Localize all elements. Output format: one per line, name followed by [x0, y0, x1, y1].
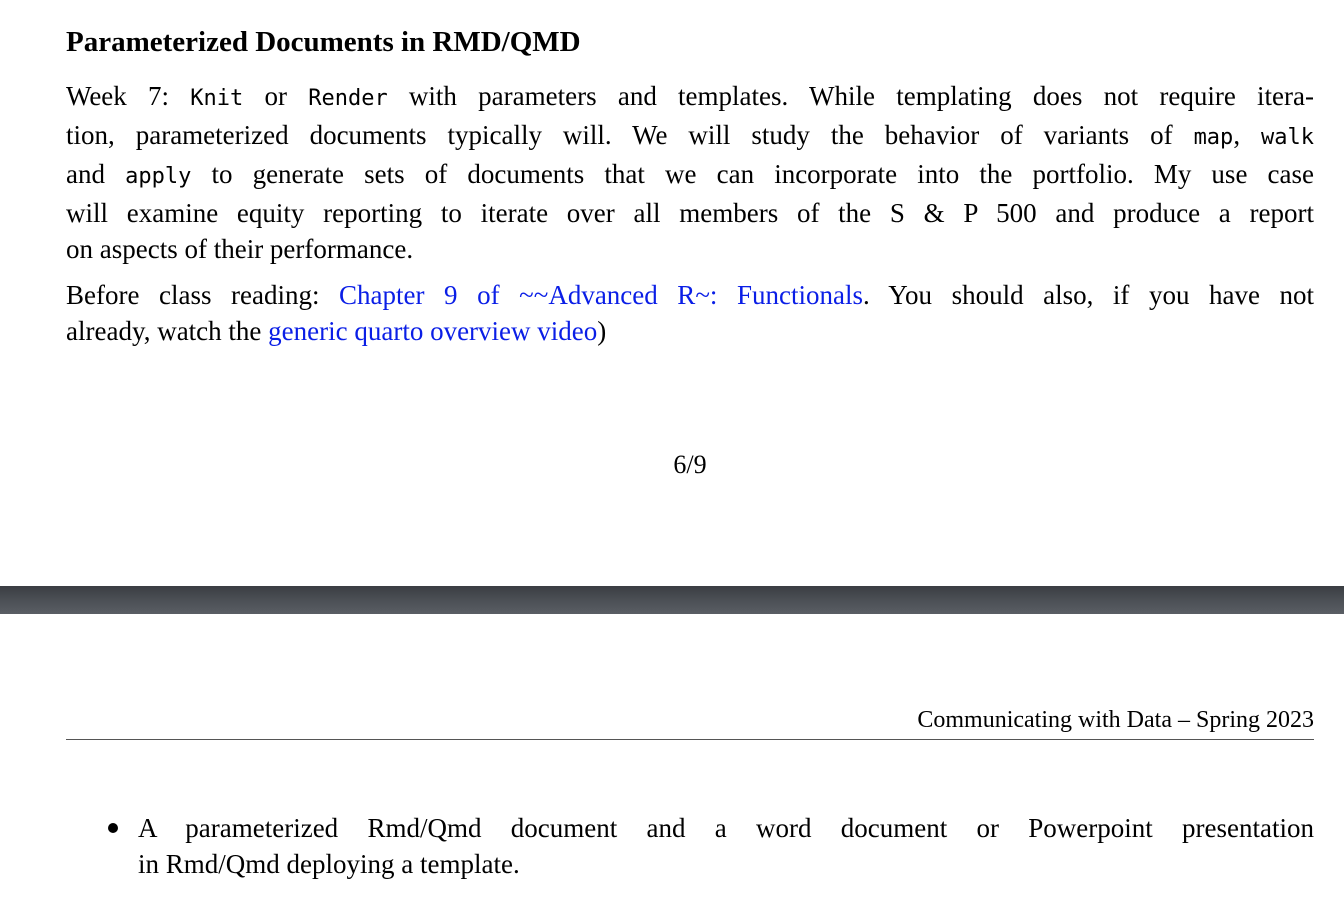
pdf-page-7 — [0, 614, 1344, 898]
paragraph-line: Before class reading: Chapter 9 of ~~Advanced R~: Functionals. You should also, if you have not — [66, 280, 1314, 310]
advanced-r-chapter-link[interactable]: Chapter 9 of ~~Advanced R~: Functionals — [339, 280, 863, 310]
section-heading: Parameterized Documents in RMD/QMD — [66, 26, 581, 58]
code-map: map — [1193, 125, 1234, 150]
code-render: Render — [308, 86, 388, 111]
code-knit: Knit — [190, 86, 244, 111]
paragraph-line: Week 7: Knit or Render with parameters and templates. While templating does not require itera- — [66, 81, 1315, 111]
running-header: Communicating with Data – Spring 2023 — [917, 707, 1314, 733]
list-item-line: A parameterized Rmd/Qmd document and a word document or Powerpoint presentation — [138, 813, 1314, 843]
paragraph-line: and apply to generate sets of documents that we can incorporate into the portfolio. My use case — [66, 159, 1314, 189]
code-apply: apply — [125, 164, 192, 189]
page-gap-separator — [0, 586, 1344, 614]
list-item — [104, 810, 1314, 882]
bullet-icon — [108, 823, 118, 833]
page-number: 6/9 — [673, 450, 707, 479]
list-item-line: in Rmd/Qmd deploying a template. — [138, 849, 520, 879]
paragraph-line: tion, parameterized documents typically will. We will study the behavior of variants of map, walk — [66, 120, 1315, 150]
paragraph-line: already, watch the generic quarto overview video) — [66, 316, 607, 346]
quarto-overview-video-link[interactable]: generic quarto overview video — [268, 316, 598, 346]
week-7-paragraph — [66, 78, 1314, 267]
code-walk: walk — [1261, 125, 1315, 150]
header-rule — [66, 739, 1314, 740]
paragraph-line: on aspects of their performance. — [66, 234, 414, 264]
bullet-list — [104, 810, 1314, 882]
paragraph-line: will examine equity reporting to iterate over all members of the S & P 500 and produce a report — [66, 198, 1314, 228]
reading-paragraph — [66, 277, 1314, 349]
